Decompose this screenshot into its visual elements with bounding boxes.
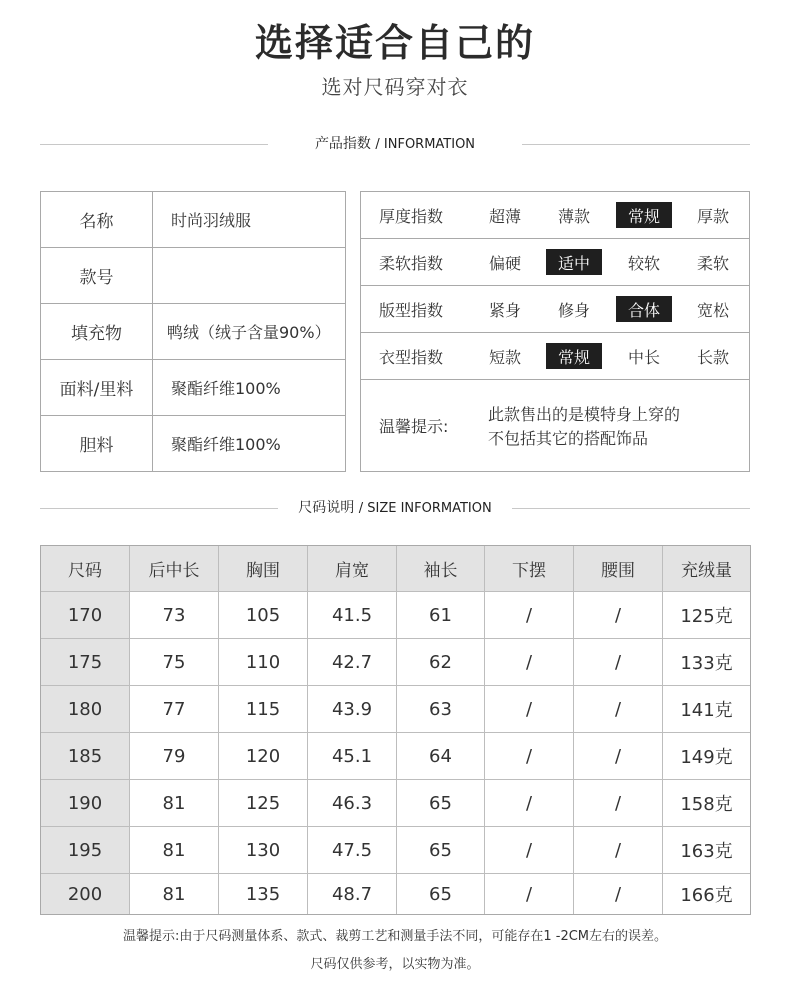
size-section-label-en: / SIZE INFORMATION xyxy=(358,501,492,516)
info-key: 名称 xyxy=(41,192,153,247)
header-cell: 充绒量 xyxy=(681,561,732,581)
table-cell: 81 xyxy=(130,827,219,873)
table-cell: 130 xyxy=(219,827,308,873)
index-option-selected: 常规 xyxy=(616,202,672,228)
header-cell: 袖长 xyxy=(397,546,485,591)
table-cell: 61 xyxy=(397,592,485,638)
index-key: 衣型指数 xyxy=(379,347,444,367)
table-row xyxy=(41,686,750,733)
header-cell: 后中长 xyxy=(130,546,219,591)
size-section-label-cn: 尺码说明 xyxy=(298,500,355,516)
table-cell: 65 xyxy=(397,874,485,914)
size-cell: 185 xyxy=(41,733,130,779)
header-cell: 腰围 xyxy=(574,546,663,591)
table-cell: / xyxy=(574,733,663,779)
index-option: 较软 xyxy=(627,253,660,273)
product-section-label-cn: 产品指数 xyxy=(314,136,371,152)
info-value: 时尚羽绒服 xyxy=(171,211,252,230)
table-row xyxy=(41,733,750,780)
index-option: 中长 xyxy=(627,347,660,367)
header-cell: 胸围 xyxy=(219,546,308,591)
table-cell: 81 xyxy=(130,874,219,914)
info-key: 面料/里料 xyxy=(41,360,153,415)
info-key: 胆料 xyxy=(41,416,153,471)
info-row-name xyxy=(41,192,345,248)
table-cell: 65 xyxy=(397,780,485,826)
table-row xyxy=(41,874,750,914)
info-key: 填充物 xyxy=(41,304,153,359)
page-title: 选择适合自己的 xyxy=(254,21,535,65)
table-cell: 45.1 xyxy=(308,733,397,779)
table-cell: 77 xyxy=(130,686,219,732)
info-value: 聚酯纤维100% xyxy=(171,379,281,398)
size-table xyxy=(40,545,751,915)
table-cell: / xyxy=(485,592,574,638)
table-cell: / xyxy=(574,639,663,685)
table-row xyxy=(41,827,750,874)
product-section-label xyxy=(40,134,750,155)
index-option: 薄款 xyxy=(557,206,590,226)
table-cell: 110 xyxy=(219,639,308,685)
table-cell: / xyxy=(485,686,574,732)
table-cell: / xyxy=(485,733,574,779)
table-cell: 48.7 xyxy=(308,874,397,914)
table-cell: 133克 xyxy=(680,653,733,674)
table-cell: 135 xyxy=(219,874,308,914)
header-cell: 下摆 xyxy=(485,546,574,591)
table-cell: 149克 xyxy=(680,747,733,768)
table-cell: / xyxy=(485,780,574,826)
table-cell: 64 xyxy=(397,733,485,779)
info-key: 款号 xyxy=(41,248,153,303)
table-cell: 73 xyxy=(130,592,219,638)
table-cell: 105 xyxy=(219,592,308,638)
product-info-table xyxy=(40,191,346,472)
info-row-lining xyxy=(41,416,345,471)
index-option: 柔软 xyxy=(696,253,729,273)
table-cell: 166克 xyxy=(680,885,733,906)
tip-label: 温馨提示: xyxy=(379,417,449,436)
size-cell: 170 xyxy=(41,592,130,638)
footer-note-2: 尺码仅供参考，以实物为准。 xyxy=(310,957,480,972)
table-row xyxy=(41,639,750,686)
table-cell: 163克 xyxy=(680,841,733,862)
product-section-label-en: / INFORMATION xyxy=(375,137,476,152)
header-cell: 肩宽 xyxy=(308,546,397,591)
tip-line-2: 不包括其它的搭配饰品 xyxy=(488,429,649,448)
index-row-fit xyxy=(361,286,749,333)
index-option: 紧身 xyxy=(488,300,521,320)
table-cell: / xyxy=(574,686,663,732)
table-cell: 79 xyxy=(130,733,219,779)
tip-area xyxy=(361,380,749,471)
table-cell: 115 xyxy=(219,686,308,732)
index-key: 厚度指数 xyxy=(379,206,444,226)
index-option: 厚款 xyxy=(696,206,729,226)
table-cell: 158克 xyxy=(680,794,733,815)
table-cell: 43.9 xyxy=(308,686,397,732)
table-cell: / xyxy=(574,780,663,826)
table-cell: 141克 xyxy=(680,700,733,721)
product-section-header xyxy=(40,134,750,154)
index-option-selected: 常规 xyxy=(546,343,602,369)
index-option: 宽松 xyxy=(696,300,729,320)
size-cell: 180 xyxy=(41,686,130,732)
page-subtitle: 选对尺码穿对衣 xyxy=(321,75,469,99)
info-row-filling xyxy=(41,304,345,360)
index-key: 版型指数 xyxy=(379,300,444,320)
size-cell: 195 xyxy=(41,827,130,873)
table-cell: 62 xyxy=(397,639,485,685)
table-cell: 120 xyxy=(219,733,308,779)
info-row-style-no xyxy=(41,248,345,304)
size-cell: 175 xyxy=(41,639,130,685)
table-cell: 46.3 xyxy=(308,780,397,826)
header-cell: 尺码 xyxy=(41,546,130,591)
table-row xyxy=(41,780,750,827)
table-cell: / xyxy=(485,874,574,914)
index-row-softness xyxy=(361,239,749,286)
table-cell: 81 xyxy=(130,780,219,826)
table-cell: 75 xyxy=(130,639,219,685)
table-cell: / xyxy=(574,592,663,638)
index-option: 超薄 xyxy=(488,206,521,226)
table-cell: 125克 xyxy=(680,606,733,627)
index-option: 偏硬 xyxy=(488,253,521,273)
size-cell: 200 xyxy=(41,874,130,914)
index-key: 柔软指数 xyxy=(379,253,444,273)
table-cell: 41.5 xyxy=(308,592,397,638)
table-cell: / xyxy=(574,874,663,914)
index-option: 修身 xyxy=(557,300,590,320)
tip-line-1: 此款售出的是模特身上穿的 xyxy=(488,405,681,424)
index-option-selected: 适中 xyxy=(546,249,602,275)
info-value: 聚酯纤维100% xyxy=(171,435,281,454)
index-row-length xyxy=(361,333,749,380)
table-cell: / xyxy=(485,827,574,873)
index-option: 长款 xyxy=(696,347,729,367)
index-option-selected: 合体 xyxy=(616,296,672,322)
index-row-thickness xyxy=(361,192,749,239)
index-option: 短款 xyxy=(488,347,521,367)
info-row-fabric xyxy=(41,360,345,416)
footer-note-1: 温馨提示:由于尺码测量体系、款式、裁剪工艺和测量手法不同，可能存在1 -2CM左右的误差。 xyxy=(122,929,668,944)
product-index-table xyxy=(360,191,750,472)
size-section-label xyxy=(40,498,750,519)
table-cell: / xyxy=(574,827,663,873)
size-cell: 190 xyxy=(41,780,130,826)
table-cell: 125 xyxy=(219,780,308,826)
table-cell: / xyxy=(485,639,574,685)
size-section-header xyxy=(40,498,750,518)
table-cell: 63 xyxy=(397,686,485,732)
table-cell: 42.7 xyxy=(308,639,397,685)
info-value: 鸭绒（绒子含量90%） xyxy=(167,323,331,342)
table-cell: 65 xyxy=(397,827,485,873)
table-row xyxy=(41,592,750,639)
table-cell: 47.5 xyxy=(308,827,397,873)
size-table-header xyxy=(41,546,750,592)
